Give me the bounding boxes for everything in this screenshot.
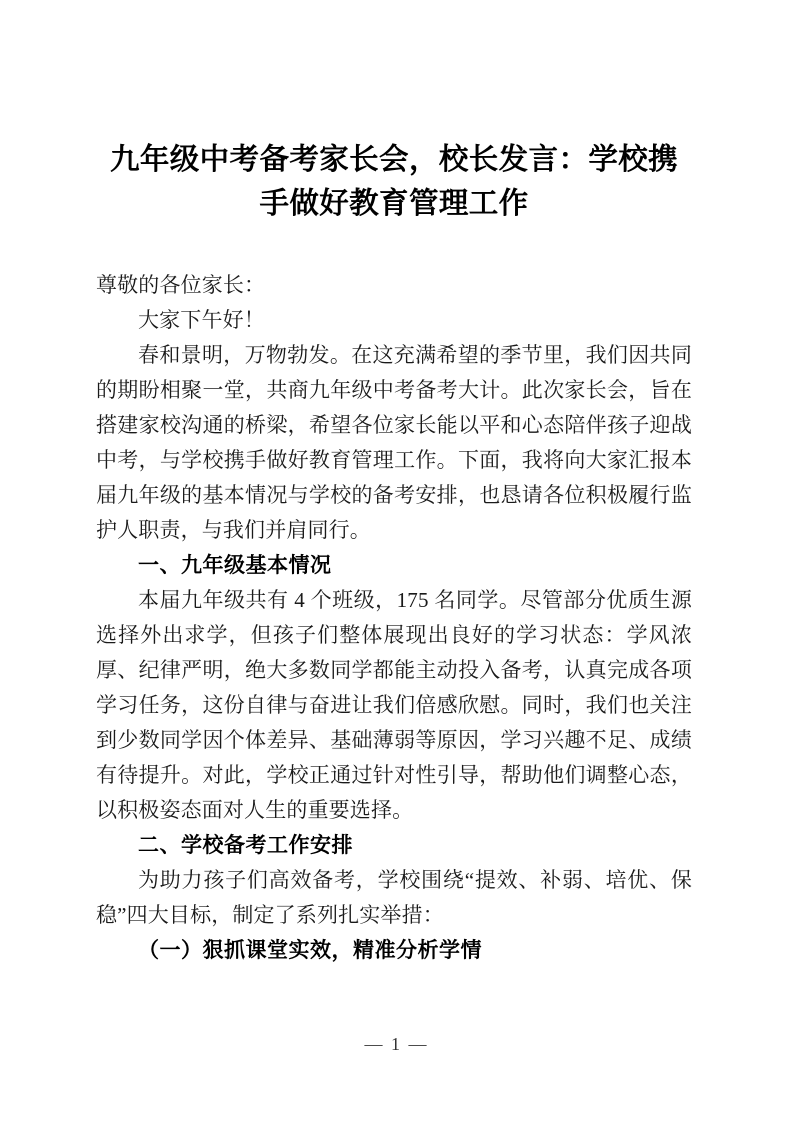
section-2-subheading-1: （一）狠抓课堂实效，精准分析学情 <box>138 939 482 962</box>
page-title: 九年级中考备考家长会，校长发言：学校携手做好教育管理工作 <box>109 143 679 220</box>
section-heading-1: 一、九年级基本情况 <box>138 554 332 577</box>
salutation-line: 尊敬的各位家长： <box>96 273 266 297</box>
page-number-footer: — 1 — <box>364 1034 429 1054</box>
section-1-paragraph-1: 本届九年级共有 4 个班级，175 名同学。尽管部分优质生源选择外出求学，但孩子们整体展现出良好的学习状态：学风浓厚、纪律严明，绝大多数同学都能主动投入备考，认真完成各项学习任务，这份自律与奋进让我们倍感欣慰。同时，我们也关注到少数同学因个体差异、基础薄弱等原因，学习兴趣不足、成绩有待提升。对此，学校正通过针对性引导，帮助他们调整心态，以积极姿态面对人生的重要选择。 <box>96 588 692 822</box>
section-2-paragraph-1: 为助力孩子们高效备考，学校围绕“提效、补弱、培优、保稳”四大目标，制定了系列扎实举措： <box>96 868 692 927</box>
document-body <box>96 138 692 968</box>
opening-paragraph: 春和景明，万物勃发。在这充满希望的季节里，我们因共同的期盼相聚一堂，共商九年级中考备考大计。此次家长会，旨在搭建家校沟通的桥梁，希望各位家长能以平和心态陪伴孩子迎战中考，与学校携手做好教育管理工作。下面，我将向大家汇报本届九年级的基本情况与学校的备考安排，也恳请各位积极履行监护人职责，与我们并肩同行。 <box>96 343 692 542</box>
section-heading-2: 二、学校备考工作安排 <box>138 834 353 857</box>
document-text-block <box>96 268 692 968</box>
greeting-line: 大家下午好！ <box>138 308 265 332</box>
